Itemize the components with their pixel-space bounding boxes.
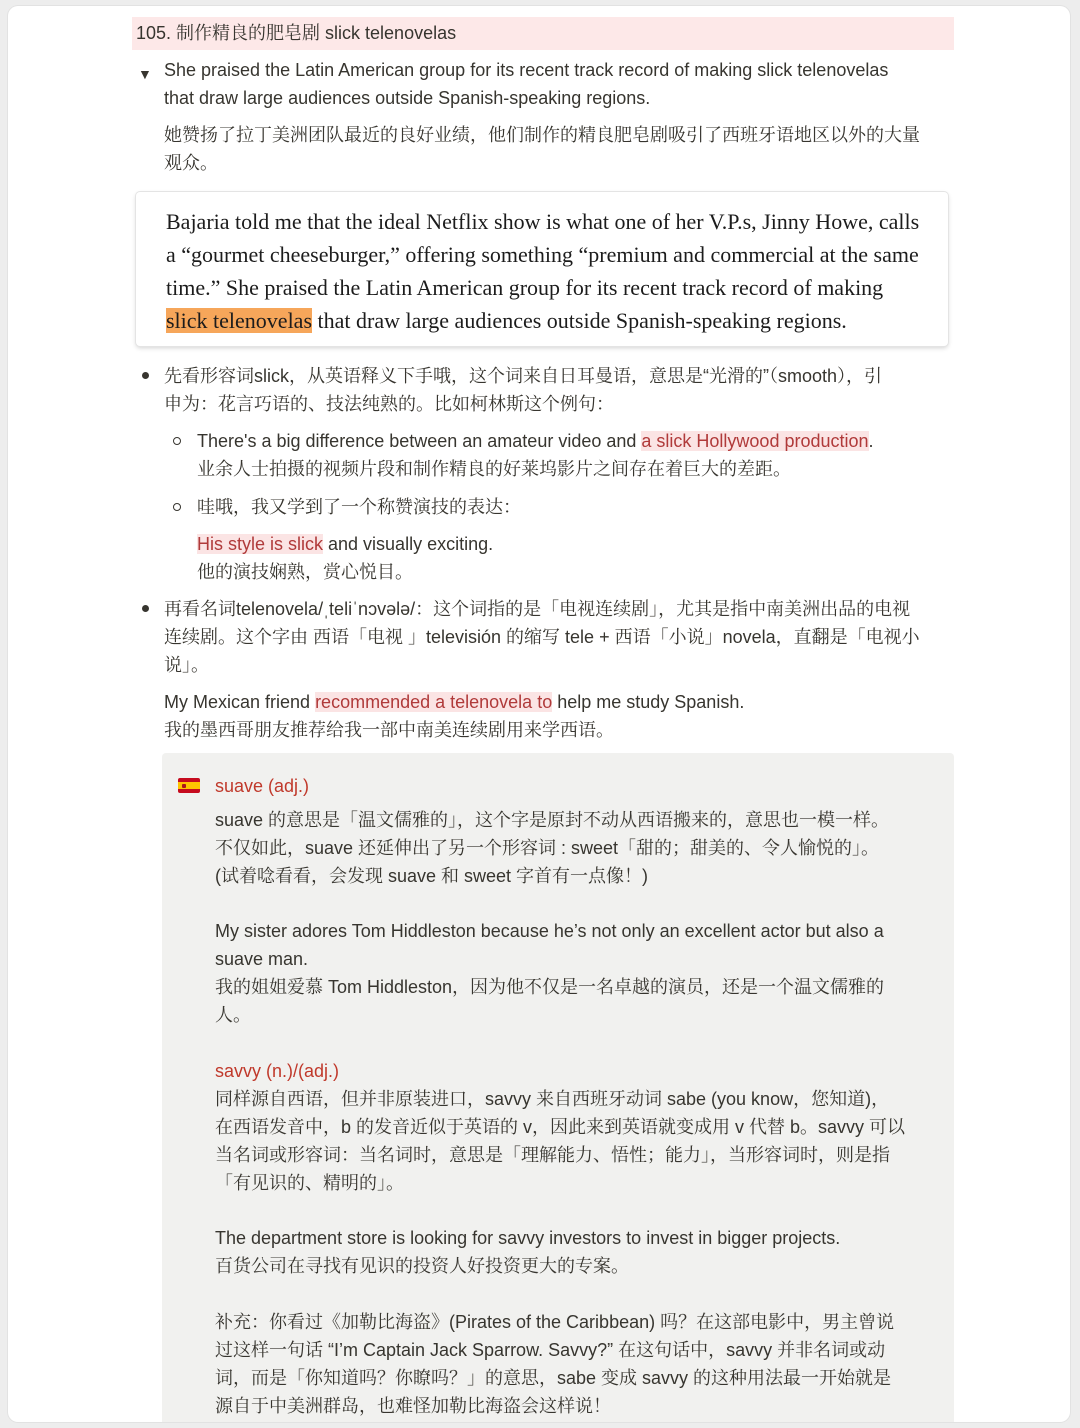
callout-title-savvy: savvy (n.)/(adj.) <box>215 1061 340 1081</box>
quote-highlight: slick telenovelas <box>166 308 313 333</box>
toggle-zh-line2: 观众。 <box>164 153 218 173</box>
spain-flag-icon <box>178 778 200 793</box>
suave-example-line: suave man. <box>215 949 309 969</box>
supplement-line: 补充：你看过《加勒比海盗》(Pirates of the Caribbean) 吗？在这部电影中，男主曾说 <box>215 1312 895 1332</box>
suave-example-line: 人。 <box>215 1005 251 1025</box>
sub2-highlight: His style is slick <box>197 534 324 554</box>
bullet2-ex-post: help me study Spanish. <box>552 692 745 712</box>
quote-line1: Bajaria told me that the ideal Netflix show is what one of her V.P.s, Jinny Howe, calls <box>166 209 920 234</box>
suave-example-line: My sister adores Tom Hiddleston because he’s not only an excellent actor but also a <box>215 921 884 941</box>
bullet2-example <box>164 688 744 716</box>
toggle-triangle-icon[interactable]: ▼ <box>138 66 152 82</box>
suave-p1-line: 不仅如此，suave 还延伸出了另一个形容词 : sweet「甜的；甜美的、令人愉悦的」。 <box>215 838 880 858</box>
sub-bullet-circle <box>173 437 181 445</box>
bullet2-translation: 我的墨西哥朋友推荐给我一部中南美连续剧用来学西语。 <box>164 720 614 740</box>
quote-line4-rest: that draw large audiences outside Spanish-speaking regions. <box>312 308 847 333</box>
sub2-example-rest: and visually exciting. <box>323 534 494 554</box>
sub1-highlight: a slick Hollywood production <box>641 431 869 451</box>
savvy-example-line: 百货公司在寻找有见识的投资人好投资更大的专案。 <box>215 1256 629 1276</box>
savvy-p3-line: 「有见识的、精明的」。 <box>215 1173 404 1193</box>
quote-line4 <box>166 304 847 337</box>
quote-line3: time.” She praised the Latin American group for its recent track record of making <box>166 275 884 300</box>
sub2-text: 哇哦，我又学到了一个称赞演技的表达： <box>197 497 521 517</box>
bullet-dot <box>142 372 149 379</box>
bullet2-line1: 再看名词telenovela/ˌteliˈnɔvələ/：这个词指的是「电视连续剧」，尤其是指中南美洲出品的电视 <box>164 599 911 619</box>
bullet1-line1: 先看形容词slick，从英语释义下手哦，这个词来自日耳曼语，意思是“光滑的”（smooth），引 <box>164 366 883 386</box>
sub1-translation: 业余人士拍摄的视频片段和制作精良的好莱坞影片之间存在着巨大的差距。 <box>197 459 791 479</box>
suave-example-line: 我的姐姐爱慕 Tom Hiddleston，因为他不仅是一名卓越的演员，还是一个温文儒雅的 <box>215 977 885 997</box>
savvy-p3-line: 同样源自西语，但并非原装进口，savvy 来自西班牙动词 sabe (you know，您知道)， <box>215 1089 890 1109</box>
quote-line2: a “gourmet cheeseburger,” offering something “premium and commercial at the same <box>166 242 919 267</box>
bullet2-ex-pre: My Mexican friend <box>164 692 316 712</box>
sub1-pre: There's a big difference between an amateur video and <box>197 431 642 451</box>
bullet-dot <box>142 605 149 612</box>
sub2-translation: 他的演技娴熟，赏心悦目。 <box>197 562 413 582</box>
sub-bullet-circle <box>173 503 181 511</box>
toggle-en-line2: that draw large audiences outside Spanish-speaking regions. <box>164 88 651 108</box>
section-heading: 105. 制作精良的肥皂剧 slick telenovelas <box>132 17 954 50</box>
suave-p1-line: (试着唸看看，会发现 suave 和 sweet 字首有一点像！) <box>215 866 649 886</box>
sub1-example <box>197 427 874 455</box>
bullet2-line3: 说」。 <box>164 655 209 675</box>
suave-p1-line: suave 的意思是「温文儒雅的」，这个字是原封不动从西语搬来的，意思也一模一样。 <box>215 810 890 830</box>
toggle-zh-line1: 她赞扬了拉丁美洲团队最近的良好业绩，他们制作的精良肥皂剧吸引了西班牙语地区以外的大量 <box>164 125 920 145</box>
savvy-example-line: The department store is looking for savvy investors to invest in bigger projects. <box>215 1228 841 1248</box>
bullet1-line2: 申为：花言巧语的、技法纯熟的。比如柯林斯这个例句： <box>164 394 614 414</box>
savvy-p3-line: 在西语发音中，b 的发音近似于英语的 v，因此来到英语就变成用 v 代替 b。savvy 可以 <box>215 1117 906 1137</box>
toggle-en-line1: She praised the Latin American group for its recent track record of making slick telenovelas <box>164 60 889 80</box>
bullet2-line2: 连续剧。这个字由 西语「电视 」televisión 的缩写 tele + 西语「小说」novela，直翻是「电视小 <box>164 627 920 647</box>
sub1-post: . <box>868 431 874 451</box>
savvy-p3-line: 当名词或形容词：当名词时，意思是「理解能力、悟性；能力」，当形容词时，则是指 <box>215 1145 890 1165</box>
supplement-line: 源自于中美洲群岛，也难怪加勒比海盗会这样说！ <box>215 1396 611 1416</box>
notion-page <box>8 6 1070 1422</box>
sub2-example <box>197 530 493 558</box>
callout-title-suave: suave (adj.) <box>215 776 310 796</box>
supplement-line: 词，而是「你知道吗？你瞭吗？」的意思，sabe 变成 savvy 的这种用法最一开始就是 <box>215 1368 892 1388</box>
bullet2-ex-highlight: recommended a telenovela to <box>315 692 553 712</box>
supplement-line: 过这样一句话 “I’m Captain Jack Sparrow. Savvy?” 在这句话中，savvy 并非名词或动 <box>215 1340 886 1360</box>
article-quote-image <box>136 192 948 346</box>
